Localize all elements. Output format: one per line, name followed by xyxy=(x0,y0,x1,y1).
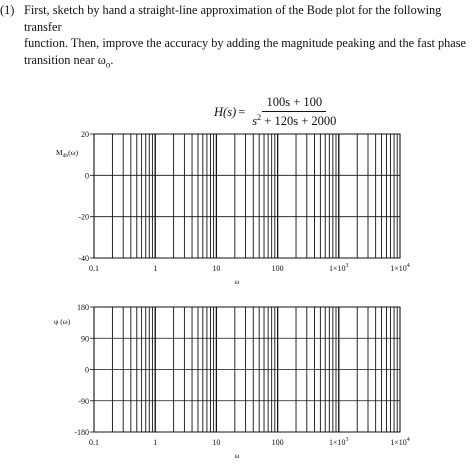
mag-ytick-label: 20 xyxy=(81,130,89,139)
mag-ytick-label: -40 xyxy=(78,254,89,263)
phase-ytick-label: 180 xyxy=(77,303,89,312)
mag-frame xyxy=(94,134,400,258)
phase-ytick-label: -90 xyxy=(78,396,89,406)
omega-subscript: o xyxy=(105,58,111,69)
magnitude-plot xyxy=(56,130,410,286)
phase-ytick-label: 0 xyxy=(85,365,89,375)
phase-ylabel: φ (ω) xyxy=(54,317,71,326)
phase-xtick-label: $1\times 10^3$ xyxy=(329,437,349,447)
phase-xtick-label: 1 xyxy=(153,438,158,447)
formula-equals: = xyxy=(238,104,246,119)
mag-xtick-label: $1\times 10^3$ xyxy=(329,263,349,273)
phase-xtick-label: $1\times 10^4$ xyxy=(390,437,410,447)
mag-xtick-label: 1 xyxy=(153,264,158,273)
phase-plot xyxy=(54,303,410,460)
phase-ytick-label: 90 xyxy=(81,334,89,344)
problem-line-3: transition near $\omega_o$. xyxy=(24,52,114,69)
problem-line-1: First, sketch by hand a straight-line approximation of the Bode plot for the following transfer xyxy=(24,3,442,34)
formula-denominator: $s^2 + 120s + 2000$ xyxy=(252,113,337,129)
problem-number: (1) xyxy=(0,3,15,17)
phase-xtick-label: 100 xyxy=(271,438,284,447)
mag-xtick-label: 100 xyxy=(271,264,284,273)
mag-xtick-label: $1\times 10^4$ xyxy=(390,263,410,273)
formula-numerator: 100s + 100 xyxy=(262,95,326,112)
mag-ytick-label: 0 xyxy=(85,171,89,181)
phase-xtick-label: 10 xyxy=(212,438,221,447)
mag-xtick-label: 10 xyxy=(212,264,221,273)
mag-xtick-label: 0.1 xyxy=(89,264,99,273)
mag-xlabel: ω xyxy=(234,277,240,286)
problem-line-2: function. Then, improve the accuracy by adding the magnitude peaking and the fast phase xyxy=(24,36,466,50)
phase-xtick-label: 0.1 xyxy=(89,438,99,447)
phase-xlabel: ω xyxy=(234,451,240,460)
formula-lhs: H(s) xyxy=(214,104,237,119)
phase-ytick-label: -180 xyxy=(74,428,89,437)
mag-ytick-label: -20 xyxy=(78,212,89,222)
mag-ylabel: $M_{db}(\omega)$ xyxy=(56,148,79,159)
